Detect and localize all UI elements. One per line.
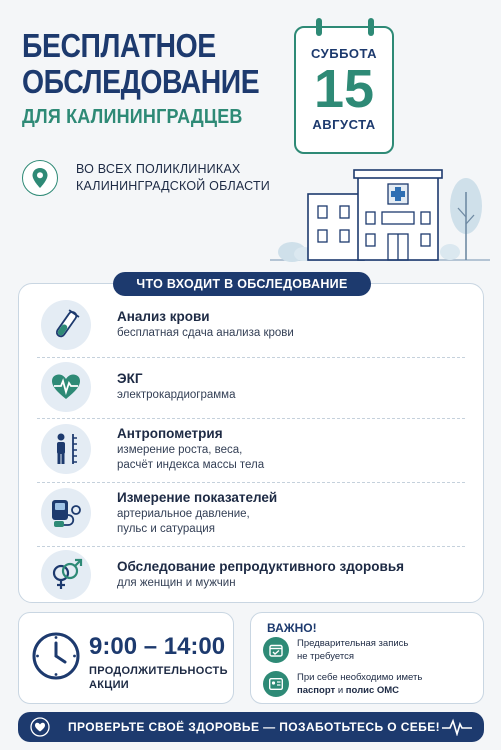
service-desc: для женщин и мужчин: [117, 577, 236, 589]
service-item-anthropometry: [41, 424, 461, 474]
heart-hands-icon: [30, 717, 50, 737]
calendar-check-icon: [263, 637, 289, 663]
divider: [37, 482, 465, 483]
service-title: Антропометрия: [117, 425, 223, 441]
heart-pulse-icon: [41, 362, 91, 412]
important-item-documents: [263, 671, 422, 697]
blood-pressure-icon: [41, 488, 91, 538]
divider: [37, 357, 465, 358]
divider: [37, 418, 465, 419]
service-desc: бесплатная сдача анализа крови: [117, 327, 294, 339]
height-measure-icon: [41, 424, 91, 474]
services-card: [18, 283, 484, 603]
date-calendar: [294, 26, 394, 154]
calendar-day-name: СУББОТА: [310, 46, 378, 61]
location-line-2: КАЛИНИНГРАДСКОЙ ОБЛАСТИ: [76, 179, 270, 193]
title-line-1: БЕСПЛАТНОЕ: [22, 27, 216, 64]
service-title: Анализ крови: [117, 309, 210, 324]
service-desc: пульс и сатурация: [117, 522, 215, 535]
important-item-no-appointment: [263, 637, 408, 663]
gender-icon: [41, 550, 91, 600]
footer-text: ПРОВЕРЬТЕ СВОЁ ЗДОРОВЬЕ — ПОЗАБОТЬТЕСЬ О СЕБЕ!: [68, 720, 440, 734]
important-title: ВАЖНО!: [267, 621, 317, 635]
important-text-1-line-2: не требуется: [297, 651, 354, 662]
service-text: [117, 426, 264, 473]
service-title: Обследование репродуктивного здоровья: [117, 559, 405, 574]
service-item-reproductive: [41, 550, 461, 600]
calendar-month: АВГУСТА: [312, 117, 376, 132]
important-text-2: [297, 671, 422, 697]
calendar-ring-icon: [368, 18, 374, 36]
time-label-line-1: ПРОДОЛЖИТЕЛЬНОСТЬ: [89, 665, 228, 677]
pulse-line-icon: [442, 718, 472, 736]
footer-banner: [18, 712, 484, 742]
location-info: [22, 160, 270, 196]
service-desc: артериальное давление,: [117, 507, 250, 520]
time-text: [89, 633, 228, 692]
service-text: [117, 559, 404, 591]
time-range: 9:00 – 14:00: [89, 633, 226, 660]
service-text: [117, 490, 277, 537]
title-block: [22, 28, 292, 129]
time-card: [18, 612, 234, 704]
service-desc: измерение роста, веса,: [117, 443, 243, 456]
service-desc: расчёт индекса массы тела: [117, 458, 265, 471]
clinic-building-illustration: [270, 162, 490, 264]
calendar-day-number: 15: [313, 59, 375, 119]
important-text-2-line-1: При себе необходимо иметь: [297, 672, 423, 683]
service-item-blood-test: [41, 300, 461, 350]
calendar-ring-icon: [316, 18, 322, 36]
important-text-2-line-2: [297, 684, 422, 697]
service-title: Измерение показателей: [117, 489, 278, 505]
location-text: [76, 161, 270, 195]
service-text: [117, 371, 235, 403]
important-card: [250, 612, 484, 704]
time-label-line-2: АКЦИИ: [89, 679, 130, 691]
connector-text: и: [335, 685, 346, 696]
clock-icon: [31, 631, 81, 681]
test-tube-icon: [41, 300, 91, 350]
service-text: [117, 309, 294, 341]
services-header: ЧТО ВХОДИТ В ОБСЛЕДОВАНИЕ: [113, 272, 371, 296]
service-desc: электрокардиограмма: [117, 389, 236, 401]
service-item-vitals: [41, 488, 461, 538]
passport-label: паспорт: [297, 685, 336, 696]
id-card-icon: [263, 671, 289, 697]
location-line-1: ВО ВСЕХ ПОЛИКЛИНИКАХ: [76, 162, 241, 176]
location-pin-icon: [22, 160, 58, 196]
service-item-ecg: [41, 362, 461, 412]
important-text-1: [297, 637, 408, 663]
service-title: ЭКГ: [117, 371, 143, 386]
oms-policy-label: полис ОМС: [345, 685, 400, 696]
important-text-1-line-1: Предварительная запись: [297, 638, 409, 649]
subtitle: ДЛЯ КАЛИНИНГРАДЦЕВ: [22, 106, 243, 128]
title-line-2: ОБСЛЕДОВАНИЕ: [22, 63, 260, 100]
divider: [37, 546, 465, 547]
